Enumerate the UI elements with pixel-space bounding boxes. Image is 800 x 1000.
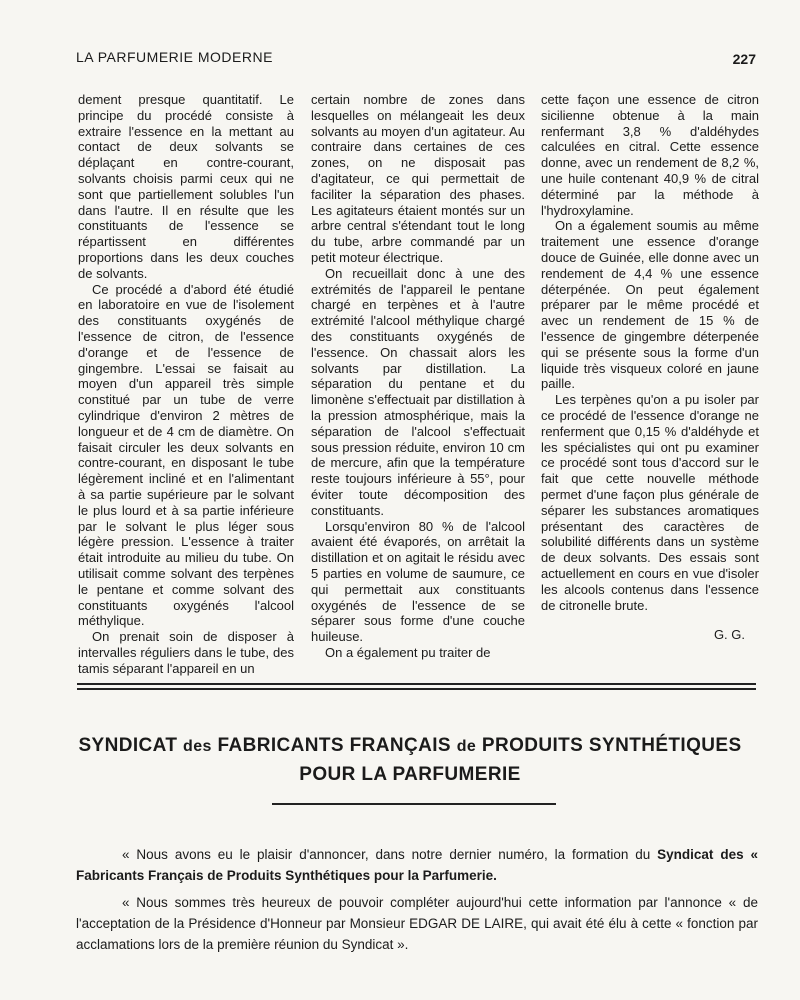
announcement-paragraph [76, 844, 758, 886]
announcement-paragraph: « Nous sommes très heureux de pouvoir compléter aujourd'hui cette information par l'annonce « de l'acceptation de la Présidence d'Honneur par Monsieur EDGAR DE LAIRE, qui avait été élu à cette « fonction par acclamations lors de la première réunion du Syndicat ». [76, 895, 758, 952]
running-head: LA PARFUMERIE MODERNE [76, 49, 273, 65]
title-part: des [183, 738, 212, 755]
title-part: de [456, 738, 477, 755]
page-number: 227 [732, 51, 756, 67]
paragraph: On a également pu traiter de [325, 644, 491, 660]
paragraph: Lorsqu'environ 80 % de l'alcool avaient été évaporés, on arrêtait la distillation et on agitait le résidu avec 5 parties en volume de saumure, ce qui permettait aux constituants oxygénés de l'essence de se séparer sous forme d'une couche huileuse. [311, 518, 525, 645]
paragraph: On a également soumis au même traitement une essence d'orange douce de Guinée, elle donne avec un rendement de 4,4 % une essence déterpénée. On peut également préparer par le même procédé et avec un rendement de 15 % de l'essence de gingembre déterpenée qui se présente sous la forme d'un liquide très visqueux coloré en jaune paille. [541, 218, 759, 392]
title-underline [272, 803, 556, 805]
announcement-title [60, 735, 760, 757]
paragraph: cette façon une essence de citron sicilienne obtenue à la main renfermant 3,8 % d'aldéhydes calculées en citral. Cette essence donne, avec un rendement de 8,2 %, une huile contenant 40,9 % de citral déterminé par la méthode à l'hydroxylamine. [541, 92, 759, 218]
paragraph: certain nombre de zones dans lesquelles on mélangeait les deux solvants au moyen d'un agitateur. Au contraire dans certaines de ces zones, on ne disposait pas d'agitateur, ce qui permettait de faciliter la séparation des phases. Les agitateurs étaient montés sur un arbre central s'étendant tout le long du tube, arbre commandé par un petit moteur électrique. [311, 92, 525, 265]
paragraph: On recueillait donc à une des extrémités de l'appareil le pentane chargé en terpènes et à l'autre extrémité l'alcool méthylique chargé des constituants oxygénés de l'essence. On chassait alors les solvants par distillation. La séparation du pentane et du limonène s'effectuait par distillation à la pression atmosphérique, mais la séparation de l'alcool s'effectuait sous pression réduite, environ 10 cm de mercure, afin que la température reste toujours inférieure à 55°, pour éviter toute décomposition des constituants. [311, 265, 525, 518]
section-divider-bottom [77, 688, 756, 690]
announcement-text: « Nous avons eu le plaisir d'annoncer, dans notre dernier numéro, la formation du [122, 847, 651, 862]
paragraph: On prenait soin de disposer à intervalles réguliers dans le tube, des tamis séparant l'appareil en un [78, 629, 294, 676]
title-part: PRODUITS SYNTHÉTIQUES [481, 735, 742, 756]
syndicate-name: Syndicat des « Fabricants Français de Produits Synthétiques pour la Parfumerie. [76, 847, 758, 883]
paragraph: Les terpènes qu'on a pu isoler par ce procédé de l'essence d'orange ne renferment que 0,15 % d'aldéhyde et les spécialistes qui ont pu examiner ce procédé sont tous d'accord sur le fait que cette nouvelle méthode permet d'une façon plus générale de séparer les substances aromatiques présentant des caractères de solubilité différents dans un système de deux solvants. Des essais sont actuellement en cours en vue d'isoler les alcools contenus dans l'essence de citronelle brute. [541, 392, 759, 613]
article-column-1 [78, 92, 294, 676]
author-signature: G. G. [713, 627, 745, 643]
title-part: SYNDICAT [78, 735, 178, 756]
paragraph: dement presque quantitatif. Le principe du procédé consiste à extraire l'essence en la mettant au contact de deux solvants se déplaçant en contre-courant, solvants choisis parmi ceux qui ne sont que partiellement solubles l'un dans l'autre. Il en résulte que les constituants de l'essence se répartissent en différentes proportions dans les deux couches de solvants. [78, 92, 294, 281]
section-divider-top [77, 683, 756, 685]
title-part: FABRICANTS FRANÇAIS [217, 735, 452, 756]
article-column-2 [311, 92, 525, 661]
announcement-body [76, 844, 758, 955]
article-column-3 [541, 92, 759, 643]
announcement-subtitle: POUR LA PARFUMERIE [299, 764, 521, 785]
paragraph: Ce procédé a d'abord été étudié en laboratoire en vue de l'isolement des constituants oxygénés de l'essence de citron, de l'essence d'orange et de l'essence de gingembre. L'essai se faisait au moyen d'un appareil très simple constitué par un tube de verre cylindrique d'environ 2 mètres de longueur et de 4 cm de diamètre. On faisait circuler les deux solvants en contre-courant, en disposant le tube légèrement incliné et en l'alimentant à sa partie supérieure par le solvant le plus lourd et à sa partie inférieure par le solvant le plus léger sous légère pression. L'essence à traiter était introduite au milieu du tube. On utilisait comme solvant des terpènes le pentane et comme solvant des constituants oxygénés l'alcool méthylique. [78, 281, 294, 629]
